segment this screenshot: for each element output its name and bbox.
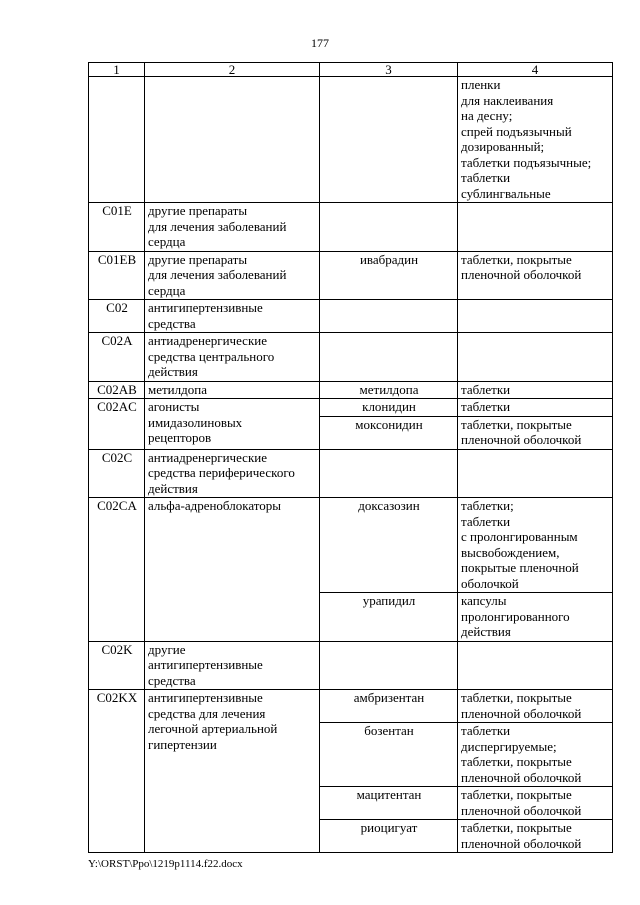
drug-name-cell: метилдопа [320, 381, 458, 399]
dosage-form-cell: пленки для наклеивания на десну; спрей подъязычный дозированный; таблетки подъязычные; таблетки сублингвальные [458, 77, 613, 203]
table-row [89, 77, 613, 203]
drug-name-cell: моксонидин [320, 416, 458, 449]
dosage-form-cell [458, 203, 613, 252]
atc-code-cell [89, 77, 145, 203]
atc-code-cell: C02CA [89, 498, 145, 642]
dosage-form-cell: таблетки [458, 399, 613, 417]
atc-code-cell: C02 [89, 300, 145, 333]
drug-name-cell: ивабрадин [320, 251, 458, 300]
table-row [89, 333, 613, 382]
dosage-form-cell: таблетки диспергируемые; таблетки, покрытые пленочной оболочкой [458, 723, 613, 787]
atc-code-cell: C02KX [89, 690, 145, 853]
dosage-form-cell: капсулы пролонгированного действия [458, 593, 613, 642]
group-name-cell: антиадренергические средства центрального действия [145, 333, 320, 382]
atc-code-cell: C02A [89, 333, 145, 382]
drug-name-cell [320, 203, 458, 252]
group-name-cell: другие препараты для лечения заболеваний сердца [145, 203, 320, 252]
atc-code-cell: C02AB [89, 381, 145, 399]
table-row [89, 641, 613, 690]
drug-name-cell: бозентан [320, 723, 458, 787]
dosage-form-cell: таблетки, покрытые пленочной оболочкой [458, 787, 613, 820]
dosage-form-cell [458, 300, 613, 333]
table-row [89, 498, 613, 593]
drug-name-cell [320, 641, 458, 690]
group-name-cell: альфа-адреноблокаторы [145, 498, 320, 642]
column-header: 2 [145, 63, 320, 77]
dosage-form-cell: таблетки, покрытые пленочной оболочкой [458, 251, 613, 300]
group-name-cell: другие антигипертензивные средства [145, 641, 320, 690]
drug-name-cell: доксазозин [320, 498, 458, 593]
column-header: 1 [89, 63, 145, 77]
drug-name-cell: мацитентан [320, 787, 458, 820]
table-header-row [89, 63, 613, 77]
drug-table [88, 62, 613, 853]
atc-code-cell: C02AC [89, 399, 145, 450]
dosage-form-cell: таблетки, покрытые пленочной оболочкой [458, 690, 613, 723]
table-row [89, 251, 613, 300]
atc-code-cell: C01E [89, 203, 145, 252]
group-name-cell: агонисты имидазолиновых рецепторов [145, 399, 320, 450]
table-row [89, 449, 613, 498]
group-name-cell: метилдопа [145, 381, 320, 399]
file-path-footer: Y:\ORST\Ppo\1219p1114.f22.docx [88, 858, 243, 870]
dosage-form-cell [458, 333, 613, 382]
drug-name-cell: клонидин [320, 399, 458, 417]
group-name-cell: антигипертензивные средства для лечения легочной артериальной гипертензии [145, 690, 320, 853]
drug-name-cell [320, 300, 458, 333]
table-row [89, 300, 613, 333]
drug-name-cell [320, 333, 458, 382]
drug-name-cell: риоцигуат [320, 820, 458, 853]
drug-name-cell: урапидил [320, 593, 458, 642]
table-row [89, 690, 613, 723]
dosage-form-cell: таблетки [458, 381, 613, 399]
drug-name-cell [320, 77, 458, 203]
group-name-cell: антиадренергические средства периферического действия [145, 449, 320, 498]
drug-name-cell [320, 449, 458, 498]
dosage-form-cell: таблетки; таблетки с пролонгированным высвобождением, покрытые пленочной оболочкой [458, 498, 613, 593]
page-number: 177 [311, 36, 329, 50]
atc-code-cell: C02K [89, 641, 145, 690]
table-row [89, 381, 613, 399]
atc-code-cell: C02C [89, 449, 145, 498]
group-name-cell [145, 77, 320, 203]
table-row [89, 399, 613, 417]
column-header: 3 [320, 63, 458, 77]
dosage-form-cell [458, 641, 613, 690]
group-name-cell: другие препараты для лечения заболеваний сердца [145, 251, 320, 300]
column-header: 4 [458, 63, 613, 77]
dosage-form-cell: таблетки, покрытые пленочной оболочкой [458, 820, 613, 853]
atc-code-cell: C01EB [89, 251, 145, 300]
drug-name-cell: амбризентан [320, 690, 458, 723]
group-name-cell: антигипертензивные средства [145, 300, 320, 333]
dosage-form-cell: таблетки, покрытые пленочной оболочкой [458, 416, 613, 449]
table-body [89, 77, 613, 853]
table-row [89, 203, 613, 252]
dosage-form-cell [458, 449, 613, 498]
